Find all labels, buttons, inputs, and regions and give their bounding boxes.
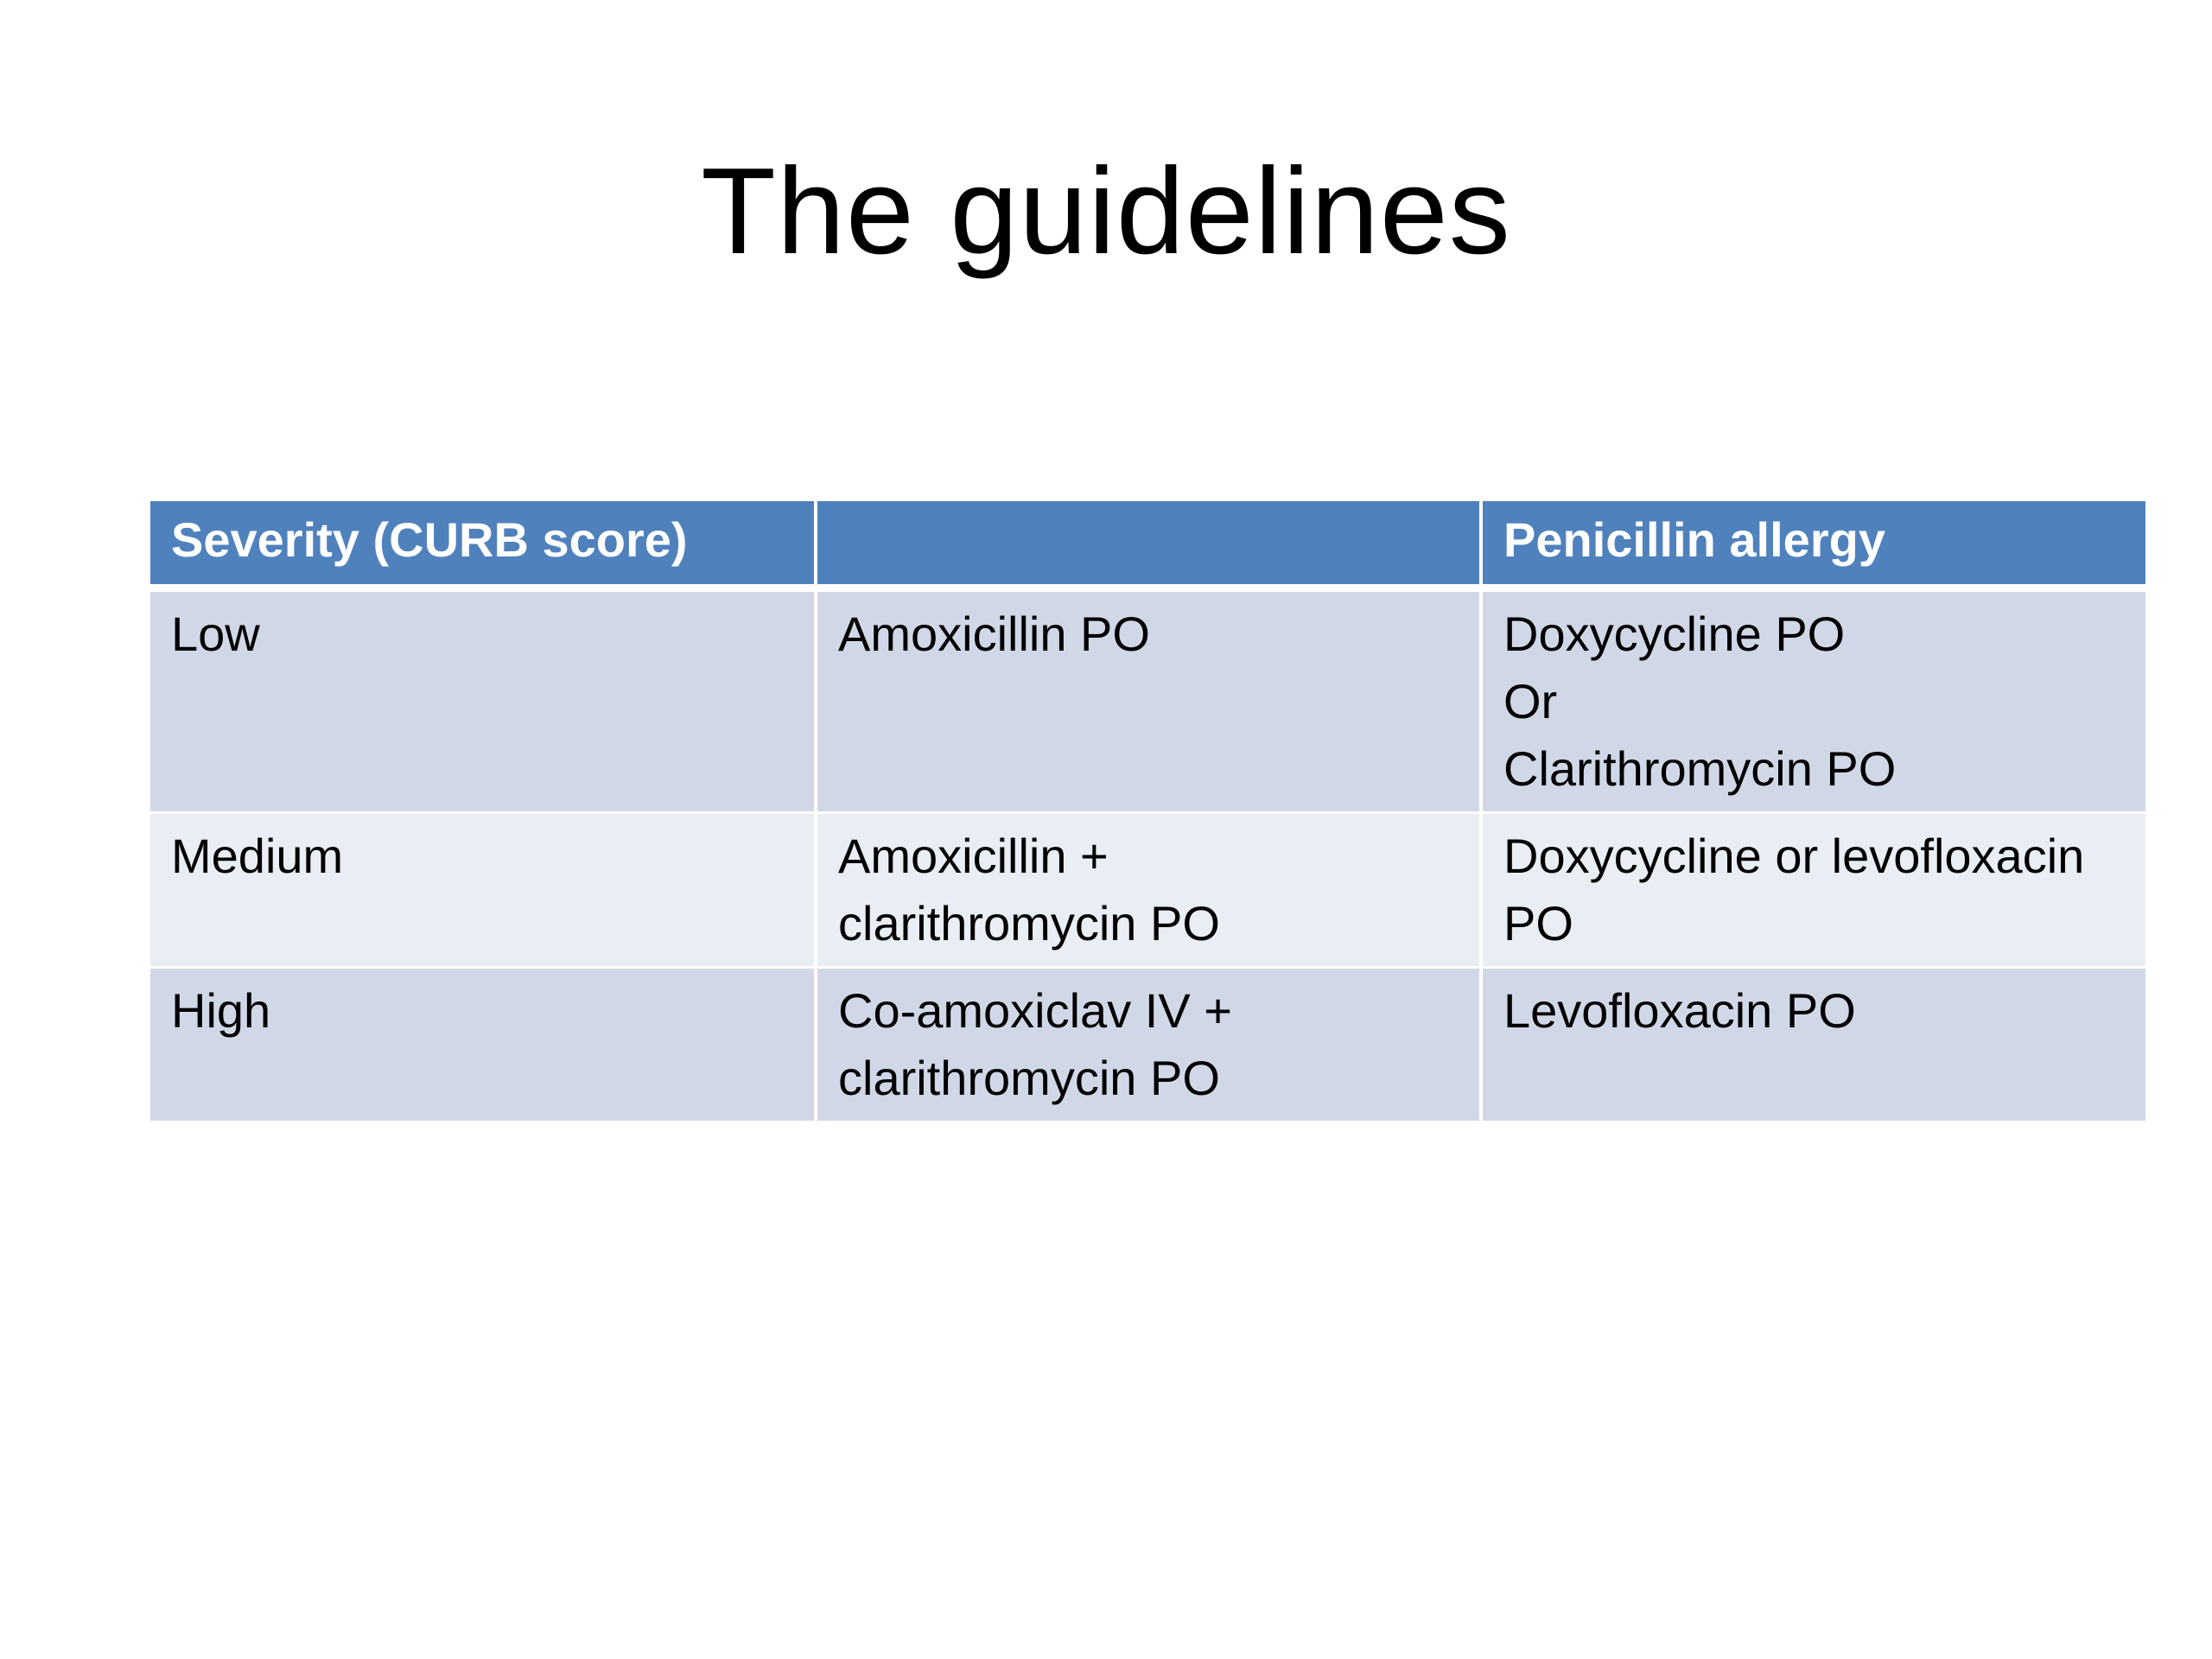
slide-title: The guidelines xyxy=(701,143,1511,280)
table-row xyxy=(150,968,2145,1122)
allergy-line: Doxycycline PO xyxy=(1503,607,1846,661)
severity-value: Medium xyxy=(171,829,344,883)
allergy-line: PO xyxy=(1503,896,1573,950)
severity-cell xyxy=(150,813,816,968)
header-severity: Severity (CURB score) xyxy=(150,501,816,588)
header-treatment xyxy=(816,501,1481,588)
treatment-line: clarithromycin PO xyxy=(838,1051,1220,1105)
treatment-cell xyxy=(816,813,1481,968)
allergy-line: Doxycycline or levofloxacin xyxy=(1503,829,2085,883)
penicillin-allergy-cell xyxy=(1481,813,2145,968)
severity-value: Low xyxy=(171,607,260,661)
severity-value: High xyxy=(171,983,271,1038)
allergy-line: Or xyxy=(1503,674,1558,728)
allergy-line: Levofloxacin PO xyxy=(1503,983,1856,1038)
table-row xyxy=(150,813,2145,968)
guidelines-table xyxy=(150,501,2145,1123)
header-penicillin-allergy: Penicillin allergy xyxy=(1481,501,2145,588)
treatment-line: clarithromycin PO xyxy=(838,896,1220,950)
penicillin-allergy-cell xyxy=(1481,588,2145,813)
guidelines-table-container xyxy=(150,501,2145,1123)
treatment-line: Amoxicillin + xyxy=(838,829,1109,883)
treatment-line: Amoxicillin PO xyxy=(838,607,1150,661)
treatment-line: Co-amoxiclav IV + xyxy=(838,983,1232,1038)
table-header-row xyxy=(150,501,2145,588)
allergy-line: Clarithromycin PO xyxy=(1503,741,1897,796)
treatment-cell xyxy=(816,588,1481,813)
table-row xyxy=(150,588,2145,813)
treatment-cell xyxy=(816,968,1481,1122)
penicillin-allergy-cell xyxy=(1481,968,2145,1122)
severity-cell xyxy=(150,588,816,813)
severity-cell xyxy=(150,968,816,1122)
